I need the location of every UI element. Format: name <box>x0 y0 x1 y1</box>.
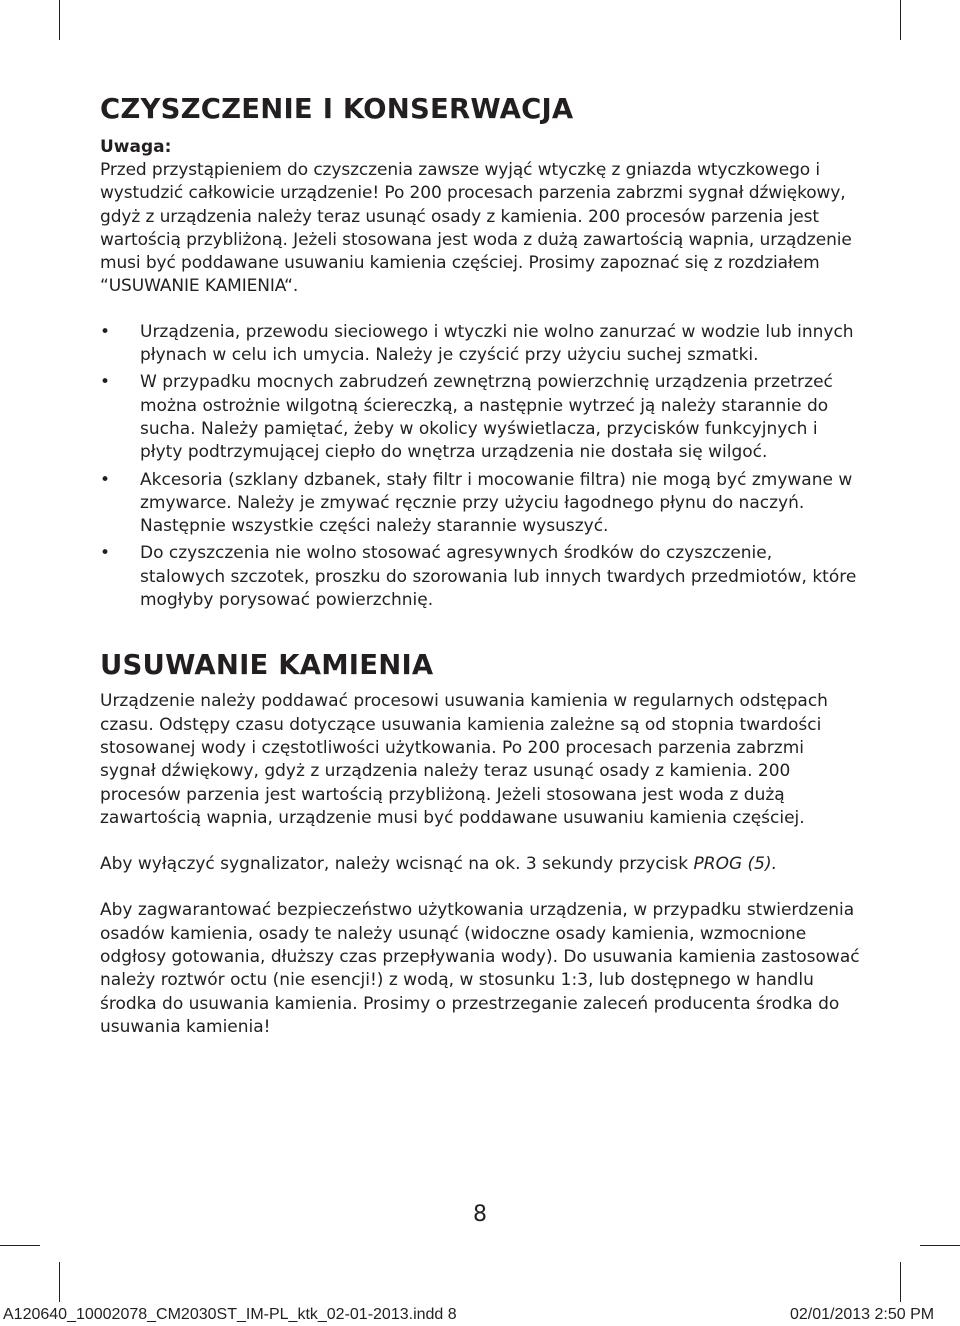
bullet-icon: • <box>100 543 111 564</box>
list-item <box>100 469 860 539</box>
cleaning-intro-part-2: Jeżeli stosowana jest woda z dużą zawartością wapnia, urządzenie musi być poddawane usuwaniu kamienia częściej. Prosimy zapoznać się z rozdziałem “USUWANIE KAMIENIA“. <box>100 229 852 297</box>
crop-mark-top-right <box>900 0 901 40</box>
footer-date: 02/01/2013 2:50 PM <box>790 1306 935 1323</box>
list-item <box>100 542 860 612</box>
footer-file-name: A120640_10002078_CM2030ST_IM-PL_ktk_02-01-2013.indd 8 <box>3 1306 457 1323</box>
crop-mark-left-bottom <box>0 1245 40 1246</box>
cleaning-heading: CZYSZCZENIE I KONSERWACJA <box>100 93 574 125</box>
print-footer <box>0 1306 960 1326</box>
prog-button-reference: PROG (5). <box>693 854 778 875</box>
crop-mark-right-bottom <box>920 1245 960 1246</box>
bullet-icon: • <box>100 321 111 342</box>
descaling-paragraph-2 <box>100 853 860 876</box>
crop-mark-bottom-right <box>900 1262 901 1302</box>
list-item <box>100 371 860 464</box>
cleaning-intro <box>100 159 860 299</box>
crop-mark-top-left <box>59 0 60 40</box>
page-number: 8 <box>473 1202 487 1227</box>
list-item-text: W przypadku mocnych zabrudzeń zewnętrzną powierzchnię urządzenia przetrzeć można ostrożnie wilgotną ściereczką, a następnie wytrzeć ją należy starannie do sucha. Należy pamiętać, żeby w okolicy wyświetlacza, przycisków funkcyjnych i płyty podtrzymującej ciepło do wnętrza urządzenia nie dostała się wilgoć. <box>140 372 833 463</box>
crop-mark-bottom-left <box>59 1262 60 1302</box>
bullet-icon: • <box>100 469 111 490</box>
descaling-paragraph-3: Aby zagwarantować bezpieczeństwo użytkowania urządzenia, w przypadku stwierdzenia osadów kamienia, osady te należy usunąć (widoczne osady kamienia, wzmocnione odgłosy gotowania, dłuższy czas przepływania wody). Do usuwania kamienia zastosować należy roztwór octu (nie esencji!) z wodą, w stosunku 1:3, lub dostępnego w handlu środka do usuwania kamienia. Prosimy o przestrzeganie zaleceń producenta środka do usuwania kamienia! <box>100 900 860 1037</box>
list-item <box>100 321 860 368</box>
bullet-icon: • <box>100 372 111 393</box>
list-item-text: Urządzenia, przewodu sieciowego i wtyczki nie wolno zanurzać w wodzie lub innych płynach w celu ich umycia. Należy je czyścić przy użyciu suchej szmatki. <box>140 321 854 366</box>
list-item-text: Akcesoria (szklany dzbanek, stały filtr i mocowanie filtra) nie mogą być zmywane w zmywarce. Należy je zmywać ręcznie przy użyciu łagodnego płynu do naczyń. Następnie wszystkie części należy starannie wysuszyć. <box>140 469 853 537</box>
descaling-heading: USUWANIE KAMIENIA <box>100 649 434 682</box>
page-content <box>100 92 860 1039</box>
descaling-paragraph-1: Urządzenie należy poddawać procesowi usuwania kamienia w regularnych odstępach czasu. Odstępy czasu dotyczące usuwania kamienia zależne są od stopnia twardości stosowanej wody i częstotliwości użytkowania. Po 200 procesach parzenia zabrzmi sygnał dźwiękowy, gdyż z urządzenia należy teraz usunąć osady z kamienia. 200 procesów parzenia jest wartością przybliżoną. Jeżeli stosowana jest woda z dużą zawartością wapnia, urządzenie musi być poddawane usuwaniu kamienia częściej. <box>100 691 828 828</box>
cleaning-bullet-list <box>100 321 860 613</box>
list-item-text: Do czyszczenia nie wolno stosować agresywnych środków do czyszczenie, stalowych szczotek, proszku do szorowania lub innych twardych przedmiotów, które mogłyby porysować powierzchnię. <box>140 543 857 611</box>
descaling-paragraph-2-text: Aby wyłączyć sygnalizator, należy wcisnąć na ok. 3 sekundy przycisk <box>100 854 694 875</box>
cleaning-intro-part-1: Przed przystąpieniem do czyszczenia zawsze wyjąć wtyczkę z gniazda wtyczkowego i wystudzić całkowicie urządzenie! Po 200 procesach parzenia zabrzmi sygnał dźwiękowy, gdyż z urządzenia należy teraz usunąć osady z kamienia. 200 procesów parzenia jest wartością przybliżoną. <box>100 160 846 250</box>
note-label: Uwaga: <box>100 137 172 157</box>
